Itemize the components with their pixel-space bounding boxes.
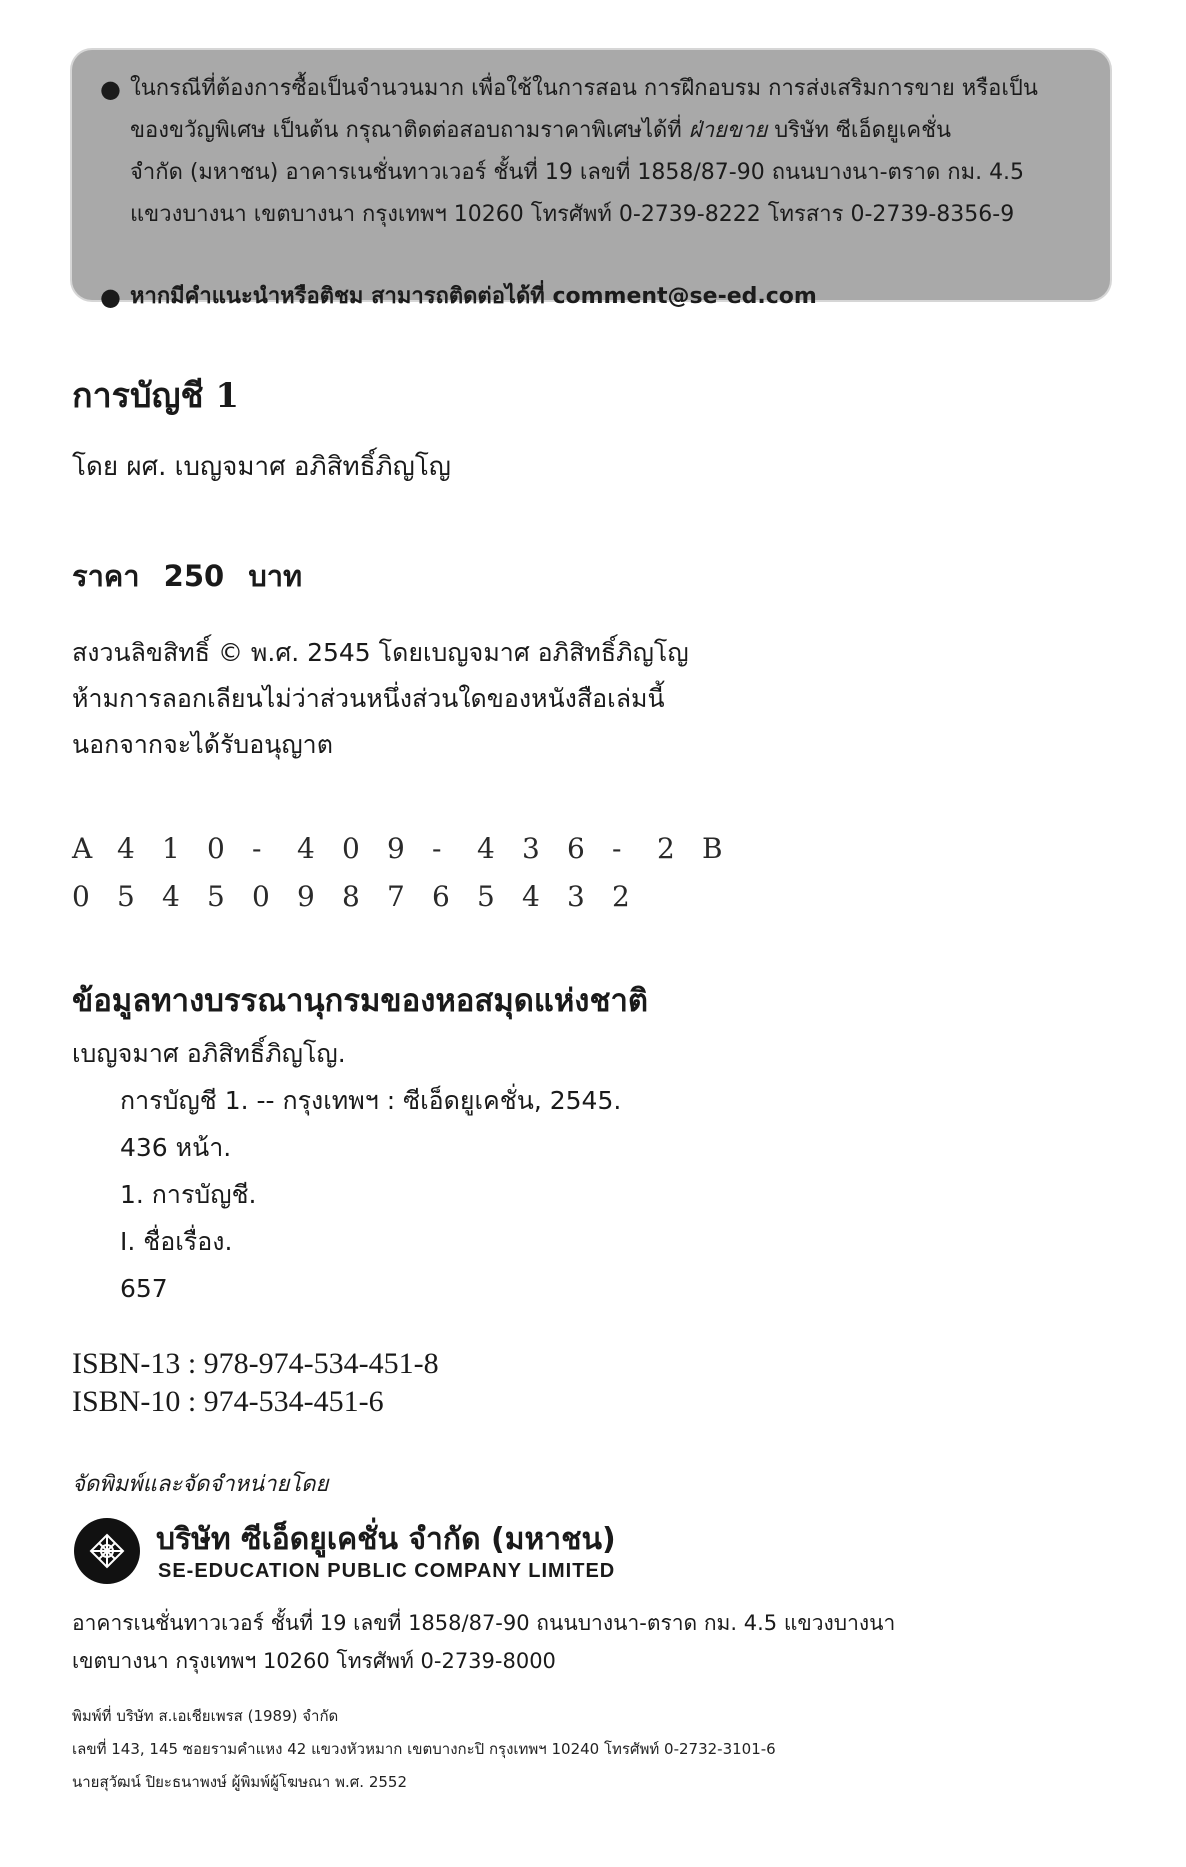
copyright-notice xyxy=(72,630,689,768)
notice-line: ในกรณีที่ต้องการซื้อเป็นจำนวนมาก เพื่อใช้ในการสอน การฝึกอบรม การส่งเสริมการขาย หรือเป็น xyxy=(130,76,1038,101)
feedback-text: หากมีคำแนะนำหรือติชม สามารถติดต่อได้ที่ comment@se-ed.com xyxy=(130,284,817,309)
code-char: 5 xyxy=(117,880,135,913)
price-label: ราคา xyxy=(72,559,140,593)
catalog-line: การบัญชี 1. -- กรุงเทพฯ : ซีเอ็ดยูเคชั่น, 2545. xyxy=(120,1086,622,1115)
code-char: 4 xyxy=(297,832,315,865)
code-char: 0 xyxy=(252,880,270,913)
book-title: การบัญชี 1 xyxy=(72,376,240,416)
notice-line-text: บริษัท ซีเอ็ดยูเคชั่น xyxy=(774,118,952,143)
code-char: - xyxy=(252,832,262,865)
code-char: 6 xyxy=(567,832,585,865)
code-char: 1 xyxy=(162,832,180,865)
printer-line: เลขที่ 143, 145 ซอยรามคำแหง 42 แขวงหัวหมาก เขตบางกะปิ กรุงเทพฯ 10240 โทรศัพท์ 0-2732-3101-6 xyxy=(72,1740,776,1758)
print-number-row xyxy=(72,880,657,913)
book-price xyxy=(72,553,316,599)
code-char: 2 xyxy=(657,832,675,865)
code-char: 2 xyxy=(612,880,630,913)
code-char: 5 xyxy=(477,880,495,913)
isbn-13: ISBN-13 : 978-974-534-451-8 xyxy=(72,1347,439,1380)
code-char: 3 xyxy=(567,880,585,913)
copyright-line: ห้ามการลอกเลียนไม่ว่าส่วนหนึ่งส่วนใดของหนังสือเล่มนี้ xyxy=(72,684,665,713)
code-char: 0 xyxy=(72,880,90,913)
isbn-block xyxy=(72,1345,439,1421)
code-char: 6 xyxy=(432,880,450,913)
catalog-line: 436 หน้า. xyxy=(120,1133,232,1162)
sales-department-text: ฝ่ายขาย xyxy=(688,118,768,143)
code-char: 0 xyxy=(342,832,360,865)
code-char: 5 xyxy=(207,880,225,913)
code-char: 4 xyxy=(117,832,135,865)
code-char: 4 xyxy=(477,832,495,865)
printer-line: นายสุวัฒน์ ปิยะธนาพงษ์ ผู้พิมพ์ผู้โฆษณา พ.ศ. 2552 xyxy=(72,1773,407,1791)
price-unit: บาท xyxy=(248,559,303,593)
printer-info xyxy=(72,1700,776,1799)
publisher-address xyxy=(72,1604,895,1680)
notice-line-text: ของขวัญพิเศษ เป็นต้น กรุณาติดต่อสอบถามราคาพิเศษได้ที่ xyxy=(130,118,682,143)
copyright-line: นอกจากจะได้รับอนุญาต xyxy=(72,730,333,759)
code-char: 8 xyxy=(342,880,360,913)
catalog-line: 1. การบัญชี. xyxy=(120,1180,257,1209)
notice-line: จำกัด (มหาชน) อาคารเนชั่นทาวเวอร์ ชั้นที่ 19 เลขที่ 1858/87-90 ถนนบางนา-ตราด กม. 4.5 xyxy=(130,160,1025,185)
code-char: - xyxy=(432,832,442,865)
catalog-entry xyxy=(72,1030,621,1312)
printer-line: พิมพ์ที่ บริษัท ส.เอเชียเพรส (1989) จำกัด xyxy=(72,1707,339,1725)
publisher-name-english: SE-EDUCATION PUBLIC COMPANY LIMITED xyxy=(158,1560,616,1582)
code-char: 3 xyxy=(522,832,540,865)
notice-box xyxy=(72,50,1110,311)
notice-line xyxy=(130,110,1100,152)
code-char: A xyxy=(72,832,93,865)
notice-item-bulk-order xyxy=(100,68,1100,236)
address-line: อาคารเนชั่นทาวเวอร์ ชั้นที่ 19 เลขที่ 1858/87-90 ถนนบางนา-ตราด กม. 4.5 แขวงบางนา xyxy=(72,1611,896,1635)
published-by-label: จัดพิมพ์และจัดจำหน่ายโดย xyxy=(72,1472,329,1497)
bullet-icon: ● xyxy=(100,75,121,103)
notice-line: แขวงบางนา เขตบางนา กรุงเทพฯ 10260 โทรศัพท์ 0-2739-8222 โทรสาร 0-2739-8356-9 xyxy=(130,202,1015,227)
book-author: โดย ผศ. เบญจมาศ อภิสิทธิ์ภิญโญ xyxy=(72,452,451,482)
code-char: 4 xyxy=(522,880,540,913)
catalog-author: เบญจมาศ อภิสิทธิ์ภิญโญ. xyxy=(72,1039,346,1068)
catalog-line: 657 xyxy=(120,1274,168,1303)
catalog-heading: ข้อมูลทางบรรณานุกรมของหอสมุดแห่งชาติ xyxy=(72,983,649,1019)
code-char: - xyxy=(612,832,622,865)
address-line: เขตบางนา กรุงเทพฯ 10260 โทรศัพท์ 0-2739-8000 xyxy=(72,1649,556,1673)
isbn-10: ISBN-10 : 974-534-451-6 xyxy=(72,1385,384,1418)
bullet-icon: ● xyxy=(100,283,121,311)
code-char: 9 xyxy=(297,880,315,913)
code-char: 0 xyxy=(207,832,225,865)
price-value: 250 xyxy=(163,559,225,593)
code-char: 7 xyxy=(387,880,405,913)
catalog-line: I. ชื่อเรื่อง. xyxy=(120,1227,233,1256)
code-char: B xyxy=(702,832,723,865)
publisher-name-thai: บริษัท ซีเอ็ดยูเคชั่น จำกัด (มหาชน) xyxy=(156,1522,616,1557)
code-char: 9 xyxy=(387,832,405,865)
publisher-logo-icon xyxy=(74,1518,140,1584)
print-code-row xyxy=(72,832,747,865)
code-char: 4 xyxy=(162,880,180,913)
copyright-line: สงวนลิขสิทธิ์ © พ.ศ. 2545 โดยเบญจมาศ อภิสิทธิ์ภิญโญ xyxy=(72,638,689,667)
notice-item-feedback xyxy=(100,276,1100,318)
